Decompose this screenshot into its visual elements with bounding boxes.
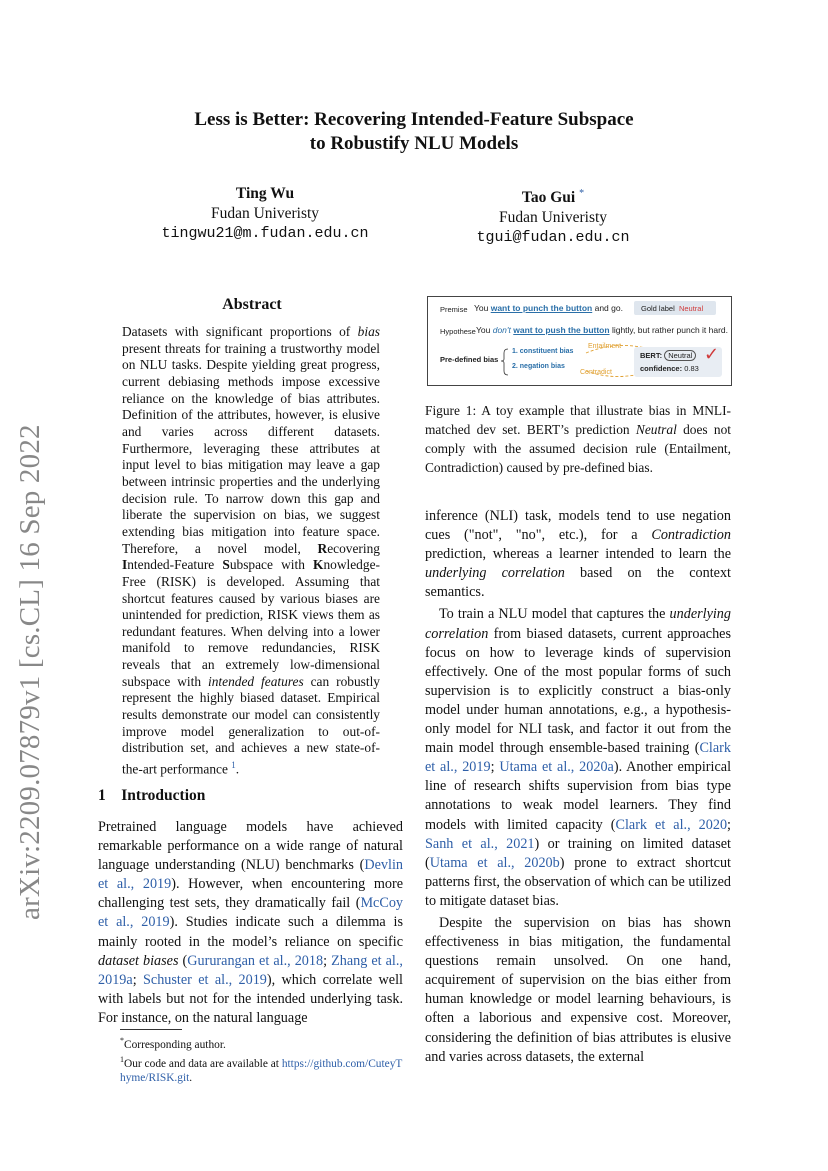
- citation-link[interactable]: Utama et al., 2020a: [499, 759, 614, 776]
- arxiv-stamp: arXiv:2209.07879v1 [cs.CL] 16 Sep 2022: [14, 424, 46, 920]
- footnote-rule: [120, 1029, 182, 1030]
- citation-link[interactable]: Sanh et al., 2021: [425, 835, 535, 852]
- citation-link[interactable]: Zhang et al., 2019a: [98, 952, 403, 988]
- footnotes: [98, 1034, 404, 1086]
- paper-title: [100, 108, 728, 156]
- author-name: Tao Gui *: [521, 188, 585, 207]
- gold-label: Gold label Neutral: [641, 304, 704, 313]
- citation-link[interactable]: Devlin et al., 2019: [98, 857, 403, 893]
- bert-prediction: BERT: Neutral: [640, 351, 696, 360]
- check-icon: ✓: [704, 344, 720, 364]
- predefined-bias-label: Pre-defined bias: [440, 355, 499, 364]
- paragraph: Despite the supervision on bias has shown effectiveness in bias mitigation, the fundamental questions remain unsolved. On one hand, acquirement of supervision on the bias either from human knowledge or model learning behaviours, is often a laborious and expensive cost. Moreover, considering the definition of bias attributes is elusive and varies across datasets, the external: [425, 914, 731, 1065]
- hypothesis-label: Hypothese: [440, 327, 476, 336]
- figure-1: [427, 296, 732, 386]
- footnote-1: *Corresponding author.: [120, 1036, 226, 1051]
- citation-link[interactable]: McCoy et al., 2019: [98, 895, 403, 931]
- footnote-2: $^1$Our code and data are available at https://github.com/CuteyThyme/RISK.git.: [120, 1054, 403, 1085]
- citation-link[interactable]: Clark et al., 2019: [425, 740, 731, 776]
- citation-link[interactable]: Clark et al., 2020: [615, 816, 728, 833]
- citation-link[interactable]: Utama et al., 2020b: [429, 854, 560, 871]
- paragraph: To train a NLU model that captures the underlying correlation from biased datasets, current approaches focus on how to leverage kinds of supervision effectively. One of the most popular forms of such supervision is to explicitly construct a bias-only model under human annotations, e.g., a hypothesis-only model for NLI task, and factor it out from the main model through ensemble-based training (Clark et al., 2019; Utama et al., 2020a). Another empirical line of research shifts supervision from bias type annotations to weak model learners. They find models with limited capacity (Clark et al., 2020; Sanh et al., 2021) or training on limited dataset (Utama et al., 2020b) prone to extract shortcut patterns first, the observation of which can be utilized to mitigate dataset bias.: [425, 606, 732, 909]
- contradict-label: Contradict: [580, 369, 612, 376]
- intro-paragraph: Pretrained language models have achieved remarkable performance on a wide range of natural language understanding (NLU) benchmarks (Devlin et al., 2019). However, when encountering more challenging test sets, they dramatically fail (McCoy et al., 2019). Studies indicate such a dilemma is mainly rooted in the model’s reliance on specific dataset biases (Gururangan et al., 2018; Zhang et al., 2019a; Schuster et al., 2019), which correlate well with labels but not for the intended underlying task. For instance, on the natural language: [98, 819, 403, 1026]
- bias-item-2: 2. negation bias: [512, 363, 565, 370]
- abstract-heading: Abstract: [222, 296, 282, 313]
- corresponding-mark: *: [579, 188, 585, 199]
- author-affiliation: Fudan Univeristy: [498, 209, 608, 227]
- figure-caption: Figure 1: A toy example that illustrate bias in MNLI-matched dev set. BERT’s prediction Neutral does not comply with the assumed decision rule (Entailment, Contradiction) caused by pre-defined bias.: [425, 403, 731, 475]
- bert-confidence: confidence: 0.83: [640, 364, 699, 373]
- section-heading: 1 Introduction: [98, 787, 206, 804]
- hypothesis-text: You don't want to push the button lightly, but rather punch it hard.: [476, 325, 729, 335]
- citation-link[interactable]: Schuster et al., 2019: [143, 971, 267, 988]
- author-affiliation: Fudan Univeristy: [210, 205, 320, 222]
- abstract-text: Datasets with significant proportions of bias present threats for training a trustworthy model on NLU tasks. Despite yielding great progress, current debiasing methods impose excessive reliance on the knowledge of bias attributes. Definition of the attributes, however, is elusive and varies across different datasets. Furthermore, leveraging these attributes at input level to bias mitigation may leave a gap between intrinsic properties and the underlying decision rule. To narrow down this gap and liberate the supervision on bias, we suggest extending bias mitigation into feature space. Therefore, a novel model, Recovering Intended-Feature Subspace with Knowledge-Free (RISK) is developed. Assuming that shortcut features caused by various biases are unintended for prediction, RISK views them as redundant features. When delving into a lower manifold to remove redundancies, RISK reveals that an extremely low-dimensional subspace with intended features can robustly represent the highly biased dataset. Empirical results demonstrate our model can consistently improve model generalization to out-of-distribution set, and achieves a new state-of-the-art performance $^1$.: [122, 324, 381, 777]
- premise-text: You want to punch the button and go.: [474, 303, 623, 313]
- github-link[interactable]: https://github.com/CuteyThyme/RISK.git: [120, 1057, 403, 1085]
- author-email: tgui@fudan.edu.cn: [476, 229, 630, 247]
- paragraph: inference (NLI) task, models tend to use negation cues ("not", "no", etc.), for a Contradiction prediction, whereas a learner intended to learn the underlying correlation based on the context semantics.: [425, 508, 731, 601]
- title-line-1: Less is Better: Recovering Intended-Feature Subspace: [194, 109, 634, 130]
- premise-label: Premise: [440, 305, 468, 314]
- citation-link[interactable]: Gururangan et al., 2018: [187, 952, 324, 969]
- bias-item-1: 1. constituent bias: [512, 348, 574, 355]
- author-block-2: [438, 184, 668, 248]
- author-name: Ting Wu: [235, 185, 295, 202]
- right-column-body: [425, 507, 731, 1067]
- footnote-ref[interactable]: 1: [231, 760, 236, 771]
- entailment-label: Entailment: [588, 343, 622, 350]
- author-email: tingwu21@m.fudan.edu.cn: [161, 225, 369, 242]
- author-block-1: [160, 184, 370, 244]
- title-line-2: to Robustify NLU Models: [309, 133, 519, 154]
